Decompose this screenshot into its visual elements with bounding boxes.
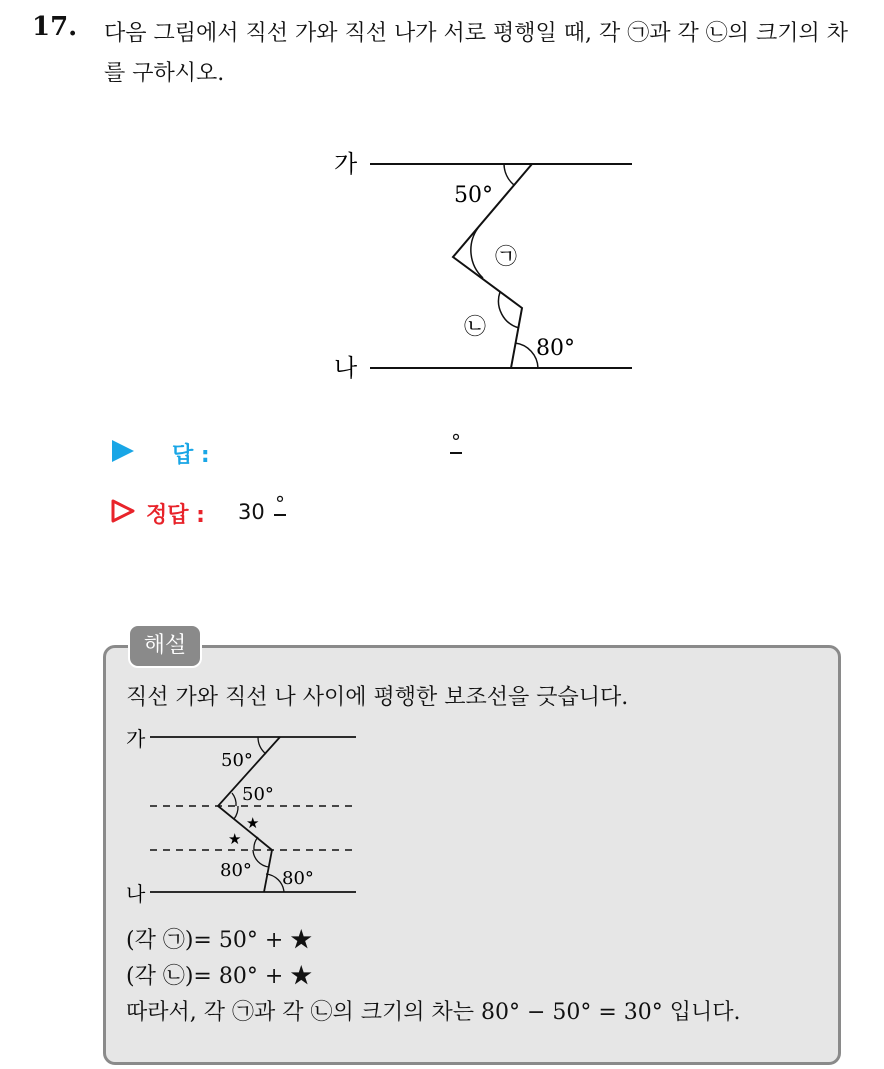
label-ga: 가 xyxy=(334,150,358,178)
solution-line-3: (각 ㉡)= 80° + ★ xyxy=(126,964,313,989)
sol-angle-1: 50° xyxy=(221,750,253,771)
correct-value: 30 xyxy=(238,500,265,524)
solution-tag: 해설 xyxy=(128,624,202,668)
star-icon: ★ xyxy=(246,814,260,832)
mark-b-label: ㉡ xyxy=(464,315,487,340)
outline-triangle-icon xyxy=(110,498,136,524)
sol-angle-2: 50° xyxy=(242,784,274,805)
sol-angle-4: 80° xyxy=(282,868,314,889)
question-number: 17. xyxy=(32,12,78,42)
question-diagram xyxy=(320,140,650,390)
question-text: 다음 그림에서 직선 가와 직선 나가 서로 평행일 때, 각 ㉠과 각 ㉡의 크기의 차를 구하시오. xyxy=(104,21,848,86)
arc-80 xyxy=(515,343,538,368)
label-na: 나 xyxy=(334,354,358,382)
sol-angle-3: 80° xyxy=(220,860,252,881)
answer-label: 답 : xyxy=(172,443,210,468)
sol-arc-5 xyxy=(253,850,269,867)
correct-label: 정답 : xyxy=(146,503,205,528)
sol-arc-3 xyxy=(234,806,238,819)
sol-arc-2 xyxy=(232,793,236,806)
sol-label-ga: 가 xyxy=(126,727,146,751)
angle-80-label: 80° xyxy=(536,336,575,361)
answer-unit: ° xyxy=(451,430,461,454)
arc-50 xyxy=(504,164,514,185)
star-icon: ★ xyxy=(228,830,242,848)
correct-unit: ° xyxy=(275,492,285,516)
solution-diagram xyxy=(120,724,370,904)
solution-line-1: 직선 가와 직선 나 사이에 평행한 보조선을 긋습니다. xyxy=(126,685,629,710)
solution-line-4: 따라서, 각 ㉠과 각 ㉡의 크기의 차는 80° − 50° = 30° 입니다. xyxy=(126,1000,741,1025)
mark-a-label: ㉠ xyxy=(495,245,518,270)
sol-label-na: 나 xyxy=(126,882,146,904)
angle-50-label: 50° xyxy=(454,183,493,208)
solution-line-2: (각 ㉠)= 50° + ★ xyxy=(126,928,313,953)
sol-arc-1 xyxy=(258,737,266,754)
filled-triangle-icon xyxy=(110,438,136,464)
